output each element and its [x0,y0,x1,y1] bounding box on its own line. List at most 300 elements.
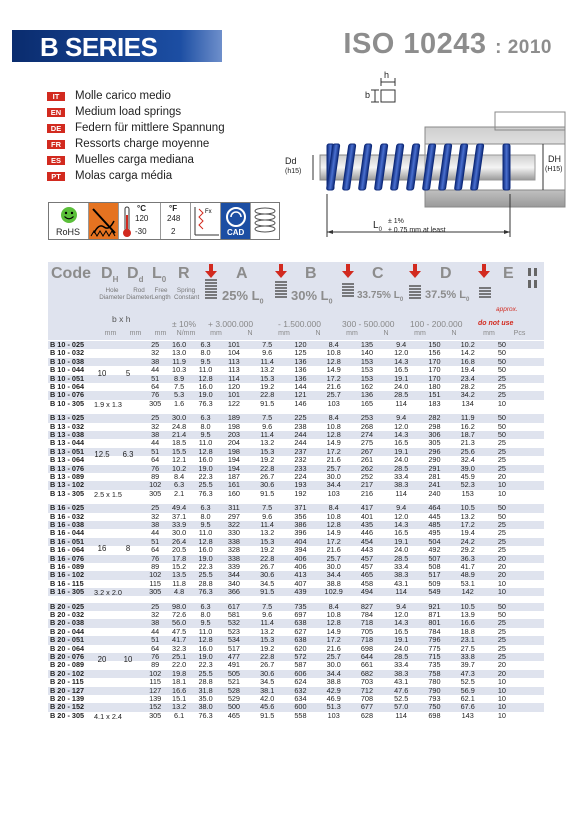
dd-letter: D [127,265,139,282]
table-cell: 9.5 [200,618,211,628]
table-cell [89,619,144,627]
table-cell: 20 [497,570,506,580]
table-cell: 12.8 [326,519,341,529]
table-cell [89,521,144,529]
table-cell: 18.7 [460,429,475,439]
table-cell: 39.7 [460,660,475,670]
spring-code: B 20 - 044 [50,626,85,636]
table-cell: 371 [294,503,307,513]
table-cell: 532 [227,618,240,628]
table-cell: 13.2 [260,365,275,375]
table-cell: 10.2 [460,340,475,349]
table-cell: 192 [294,488,307,498]
c-cycles: 300 - 500.000 [342,319,395,329]
table-cell: 17.2 [326,536,341,546]
table-cell: 114 [228,373,240,383]
table-cell: 718 [360,618,374,628]
table-cell: 125 [294,348,307,358]
table-cell: 401 [360,511,374,521]
table-cell [89,391,144,399]
table-cell: 183 [428,398,441,408]
table-cell: 140 [360,348,374,358]
table-cell: 16.0 [172,340,187,349]
table-cell: 281 [428,471,441,481]
series-banner [12,30,222,62]
table-cell: 12.1 [172,455,187,465]
table-cell: 51 [151,446,160,456]
table-cell [89,687,144,695]
table-row [48,712,544,720]
table-cell: 25 [497,643,506,653]
spring-code: B 20 - 127 [50,685,85,695]
spring-code: B 16 - 089 [50,561,85,571]
table-cell: 28.5 [394,553,409,563]
table-cell: 64 [151,455,160,465]
table-cell: 135 [360,340,374,349]
spring-code: B 10 - 076 [50,390,85,400]
table-cell: 485 [428,519,441,529]
table-cell: 20 [497,553,506,563]
table-cell: 10.8 [326,421,341,431]
table-cell: 775 [428,643,441,653]
table-cell: 34.4 [326,570,341,580]
table-cell: 9.4 [396,413,407,423]
table-cell [89,439,144,447]
table-cell: 20 [497,561,506,571]
table-cell: 14.3 [394,356,409,366]
table-cell: 102 [149,480,162,490]
table-cell: 477 [227,651,240,661]
table-cell: 780 [428,677,441,687]
table-cell: 407 [294,578,307,588]
table-cell: 14.2 [460,348,475,358]
table-cell: 624 [294,677,307,687]
table-cell [517,546,544,554]
table-cell: 91.5 [260,398,275,408]
spring-code: B 20 - 076 [50,651,85,661]
table-cell: 19.1 [394,536,409,546]
table-cell: 19.0 [198,651,213,661]
table-cell: 217 [360,480,374,490]
table-cell: 13.0 [172,348,187,358]
spring-code: B 10 - 025 [50,340,85,349]
table-cell: 50 [497,421,506,431]
table-cell: 50 [497,511,506,521]
table-cell: 25 [151,503,160,513]
table-cell: 465 [227,710,240,720]
table-cell: 103 [327,488,340,498]
table-cell: 16.6 [460,618,475,628]
approx-label: approx. [496,306,518,313]
table-cell: 23.4 [460,373,475,383]
table-cell: 30.0 [172,528,187,538]
table-row [48,588,544,596]
table-cell: 338 [227,553,240,563]
table-cell: 8.4 [328,413,339,423]
table-cell [517,571,544,579]
language-text: Medium load springs [75,106,182,118]
table-cell: 718 [360,635,374,645]
table-cell: 43.1 [394,677,409,687]
table-cell: 790 [428,685,441,695]
table-cell: 204 [227,438,240,448]
spring-code: B 10 - 051 [50,373,85,383]
table-cell: 32 [151,511,160,521]
spring-code: B 13 - 038 [50,429,85,439]
iso-year: : 2010 [495,37,552,58]
table-cell: 17.2 [326,635,341,645]
table-cell: 25 [497,528,506,538]
table-cell: 19.8 [172,668,187,678]
pct-30-text: 30% L [291,288,329,303]
table-cell: 30.0 [326,561,341,571]
table-cell: 52.3 [460,480,475,490]
l0-subscript: 0 [378,227,382,233]
table-cell: 10.3 [172,365,187,375]
table-cell: 10 [497,398,506,408]
table-cell: 495 [428,528,441,538]
table-cell: 114 [395,710,407,720]
table-cell: 306 [428,429,441,439]
table-cell: 24.0 [394,455,409,465]
table-cell: 39.0 [460,463,475,473]
table-cell: 38.0 [198,702,213,712]
table-cell: 233 [294,463,307,473]
table-cell: 4.8 [174,587,185,597]
spring-code: B 20 - 032 [50,609,85,619]
table-cell: 38 [151,618,160,628]
unit-cell: mm [104,330,117,337]
table-cell: 504 [428,536,441,546]
temp-f-max: 248 [167,214,181,223]
table-cell: 12.0 [394,511,409,521]
table-cell: 49.4 [172,503,187,513]
table-cell: 16.6 [172,685,187,695]
table-cell: 103 [327,398,340,408]
table-cell: 43.1 [394,578,409,588]
table-cell: 10.8 [326,511,341,521]
table-cell [517,341,544,349]
table-cell: 291 [428,463,441,473]
table-cell: 11.4 [260,429,274,439]
col-e: E [503,265,514,282]
table-cell: 8.0 [200,511,211,521]
table-cell: 9.6 [262,348,273,358]
table-cell [89,645,144,653]
dim-dd-label: Dd [285,156,297,166]
table-cell: 36.3 [460,553,475,563]
col-b: B [305,265,317,282]
table-cell: 10 [497,480,506,490]
table-cell: 11.4 [260,618,274,628]
table-cell: 274 [360,429,374,439]
table-cell: 30.6 [260,668,275,678]
table-cell: 11.0 [198,438,213,448]
table-cell: 21.6 [326,455,341,465]
table-cell: 517 [428,570,441,580]
table-cell [89,571,144,579]
table-cell: 25.7 [326,553,341,563]
table-cell: 33.8 [460,651,475,661]
table-cell: 505 [227,668,240,678]
table-cell: 45.6 [260,702,275,712]
group-rod-diameter: 5 [125,368,131,378]
dim-dd-tolerance: (h15) [285,168,302,175]
table-cell: 703 [360,677,374,687]
table-cell: 20 [497,471,506,481]
table-cell: 305 [149,710,162,720]
table-cell: 121 [294,390,307,400]
table-cell: 9.5 [200,519,211,529]
table-cell [517,383,544,391]
table-cell: 18.5 [172,438,187,448]
spring-code: B 20 - 025 [50,601,85,611]
table-cell [517,580,544,588]
table-cell: 21.4 [172,429,187,439]
table-cell: 51.3 [326,702,341,712]
table-cell: 48.9 [460,570,475,580]
table-cell: 25 [497,651,506,661]
table-cell: 146 [294,398,307,408]
corrosion-icon [89,203,119,239]
spring-code: B 16 - 025 [50,503,85,513]
table-cell: 10 [497,587,506,597]
table-cell: 15.3 [260,536,275,546]
table-cell: 153 [360,365,374,375]
table-cell: 796 [428,635,441,645]
table-cell: 1.6 [174,398,185,408]
table-cell [517,349,544,357]
table-cell: 50 [497,356,506,366]
spring-code: B 13 - 102 [50,480,85,490]
rod-diameter-label: Rod Diameter [126,287,152,301]
table-cell: 10.2 [172,463,187,473]
table-cell: 708 [360,693,374,703]
spring-icon [251,203,279,239]
language-code-badge: ES [47,156,65,165]
table-row [48,490,544,498]
table-cell: 14.3 [394,429,409,439]
table-cell: 21.6 [326,381,341,391]
table-cell [517,375,544,383]
table-cell: 26.7 [260,660,275,670]
deg-f-label: °F [169,204,178,213]
table-cell [517,670,544,678]
spring-code: B 13 - 064 [50,455,85,465]
table-cell: 127 [149,685,162,695]
table-cell: 12.8 [198,446,213,456]
table-cell: 38 [151,356,160,366]
table-cell: 102.9 [324,587,343,597]
table-cell: 7.5 [262,503,273,513]
table-cell [89,695,144,703]
table-cell: 51 [151,635,160,645]
table-cell: 25 [497,463,506,473]
table-cell: 439 [294,587,307,597]
table-cell [517,431,544,439]
pct-30-label [291,288,332,306]
table-cell: 413 [294,570,307,580]
table-cell: 491 [227,660,240,670]
table-cell [517,366,544,374]
table-cell: 396 [294,528,307,538]
spring-code: B 20 - 115 [50,677,84,687]
table-cell: 23.1 [460,635,475,645]
table-cell: 50 [497,348,506,358]
dim-dh-tolerance: (H15) [545,166,563,173]
table-cell: 17.2 [460,519,475,529]
table-cell: 25 [497,381,506,391]
language-code-badge: EN [47,108,65,117]
table-cell: 8.0 [200,609,211,619]
table-cell [517,538,544,546]
table-cell: 114 [395,587,407,597]
unit-cell: mm [210,330,222,337]
table-cell [517,481,544,489]
table-cell: 89 [151,561,160,571]
table-cell: 443 [360,545,374,555]
table-cell: 38 [151,429,160,439]
table-cell: 38.3 [394,480,409,490]
table-cell: 31.8 [198,685,213,695]
spring-code: B 13 - 051 [50,446,85,456]
table-cell: 22.8 [260,651,275,661]
table-cell: 50 [497,365,506,375]
group-wire-section: 4.1 x 2.4 [94,711,122,721]
table-cell: 32 [151,609,160,619]
table-cell: 19.1 [394,373,409,383]
table-cell: 51 [151,373,160,383]
table-cell: 10 [497,578,506,588]
table-cell: 57.0 [394,702,409,712]
table-cell: 33.4 [394,471,409,481]
table-cell [89,563,144,571]
table-cell: 406 [294,561,307,571]
spring-constant-label: Spring Constant [174,287,200,301]
table-cell: 445 [428,511,441,521]
table-cell: 11.4 [260,356,274,366]
table-cell [89,628,144,636]
table-cell: 606 [294,668,307,678]
icon-strip [48,202,280,240]
table-cell: 10 [497,710,506,720]
table-cell: 24.2 [460,536,475,546]
iso-standard: ISO 10243 [343,28,487,60]
table-cell: 25.7 [326,651,341,661]
unit-cell: mm [346,330,358,337]
table-cell: 24.0 [394,545,409,555]
table-cell: 712 [360,685,374,695]
language-code-badge: DE [47,124,65,133]
table-cell: 8.9 [174,373,185,383]
dh-letter: D [101,265,113,282]
table-cell: 38.3 [394,668,409,678]
table-cell: 144 [294,381,307,391]
spring-code: B 10 - 038 [50,356,85,366]
spring-code: B 16 - 102 [50,570,85,580]
table-cell: 41.7 [460,561,475,571]
table-cell: 153 [461,488,474,498]
table-cell: 290 [428,455,441,465]
table-cell: 19.1 [394,446,409,456]
table-cell: 27.5 [460,643,475,653]
table-cell: 44 [151,528,160,538]
table-cell: 417 [360,503,374,513]
unit-cell: N [315,330,321,337]
table-cell: 33.4 [394,660,409,670]
table-cell: 102 [149,668,162,678]
table-cell: 19.2 [260,455,275,465]
table-cell [517,513,544,521]
table-cell: 12.0 [394,609,409,619]
table-cell: 25 [497,519,506,529]
table-cell: 113 [228,365,240,375]
table-cell: 91.5 [260,587,275,597]
table-cell: 25 [497,373,506,383]
table-cell: 244 [294,429,307,439]
table-cell: 28.5 [394,651,409,661]
table-cell: 50 [497,503,506,513]
dd-sub: d [138,275,144,285]
table-cell: 446 [360,528,374,538]
table-cell: 628 [360,710,374,720]
col-r: R [178,265,190,282]
spring-code: B 20 - 038 [50,618,85,628]
table-cell: 47.3 [460,668,475,678]
table-cell: 262 [360,463,374,473]
table-cell: 120 [227,381,240,391]
cad-label: CAD [227,228,245,237]
language-item [47,120,225,136]
table-cell [517,703,544,711]
table-cell: 298 [428,421,441,431]
table-cell: 9.4 [396,340,407,349]
table-cell: 25 [497,618,506,628]
table-cell: 50 [497,601,506,611]
table-cell [89,414,144,422]
table-cell: 38.8 [326,677,341,687]
do-not-use-label: do not use [478,320,514,327]
table-cell: 11.8 [172,578,186,588]
l0-sub: 0 [161,275,167,285]
table-cell: 52.5 [394,693,409,703]
table-cell: 6.3 [200,601,211,611]
group-wire-section: 2.5 x 1.5 [94,489,122,499]
table-cell: 50 [497,429,506,439]
table-cell: 28.5 [394,463,409,473]
table-cell: 25 [497,438,506,448]
table-cell [89,431,144,439]
dim-h-label: h [384,70,390,80]
unit-cell: Pcs [513,330,526,337]
table-cell: 22.3 [198,471,213,481]
spring-code: B 10 - 305 [50,398,85,408]
table-cell [517,588,544,596]
table-cell [517,490,544,498]
deg-c-label: °C [137,204,146,213]
language-item [47,168,225,184]
table-cell: 784 [428,626,441,636]
table-cell: 25 [497,635,506,645]
table-cell: 25 [497,455,506,465]
table-cell [517,712,544,720]
table-cell [517,555,544,563]
table-cell: 587 [294,660,307,670]
table-cell: 8.4 [328,503,339,513]
table-row [48,400,544,408]
table-cell: 322 [227,519,240,529]
table-cell: 76 [151,651,160,661]
